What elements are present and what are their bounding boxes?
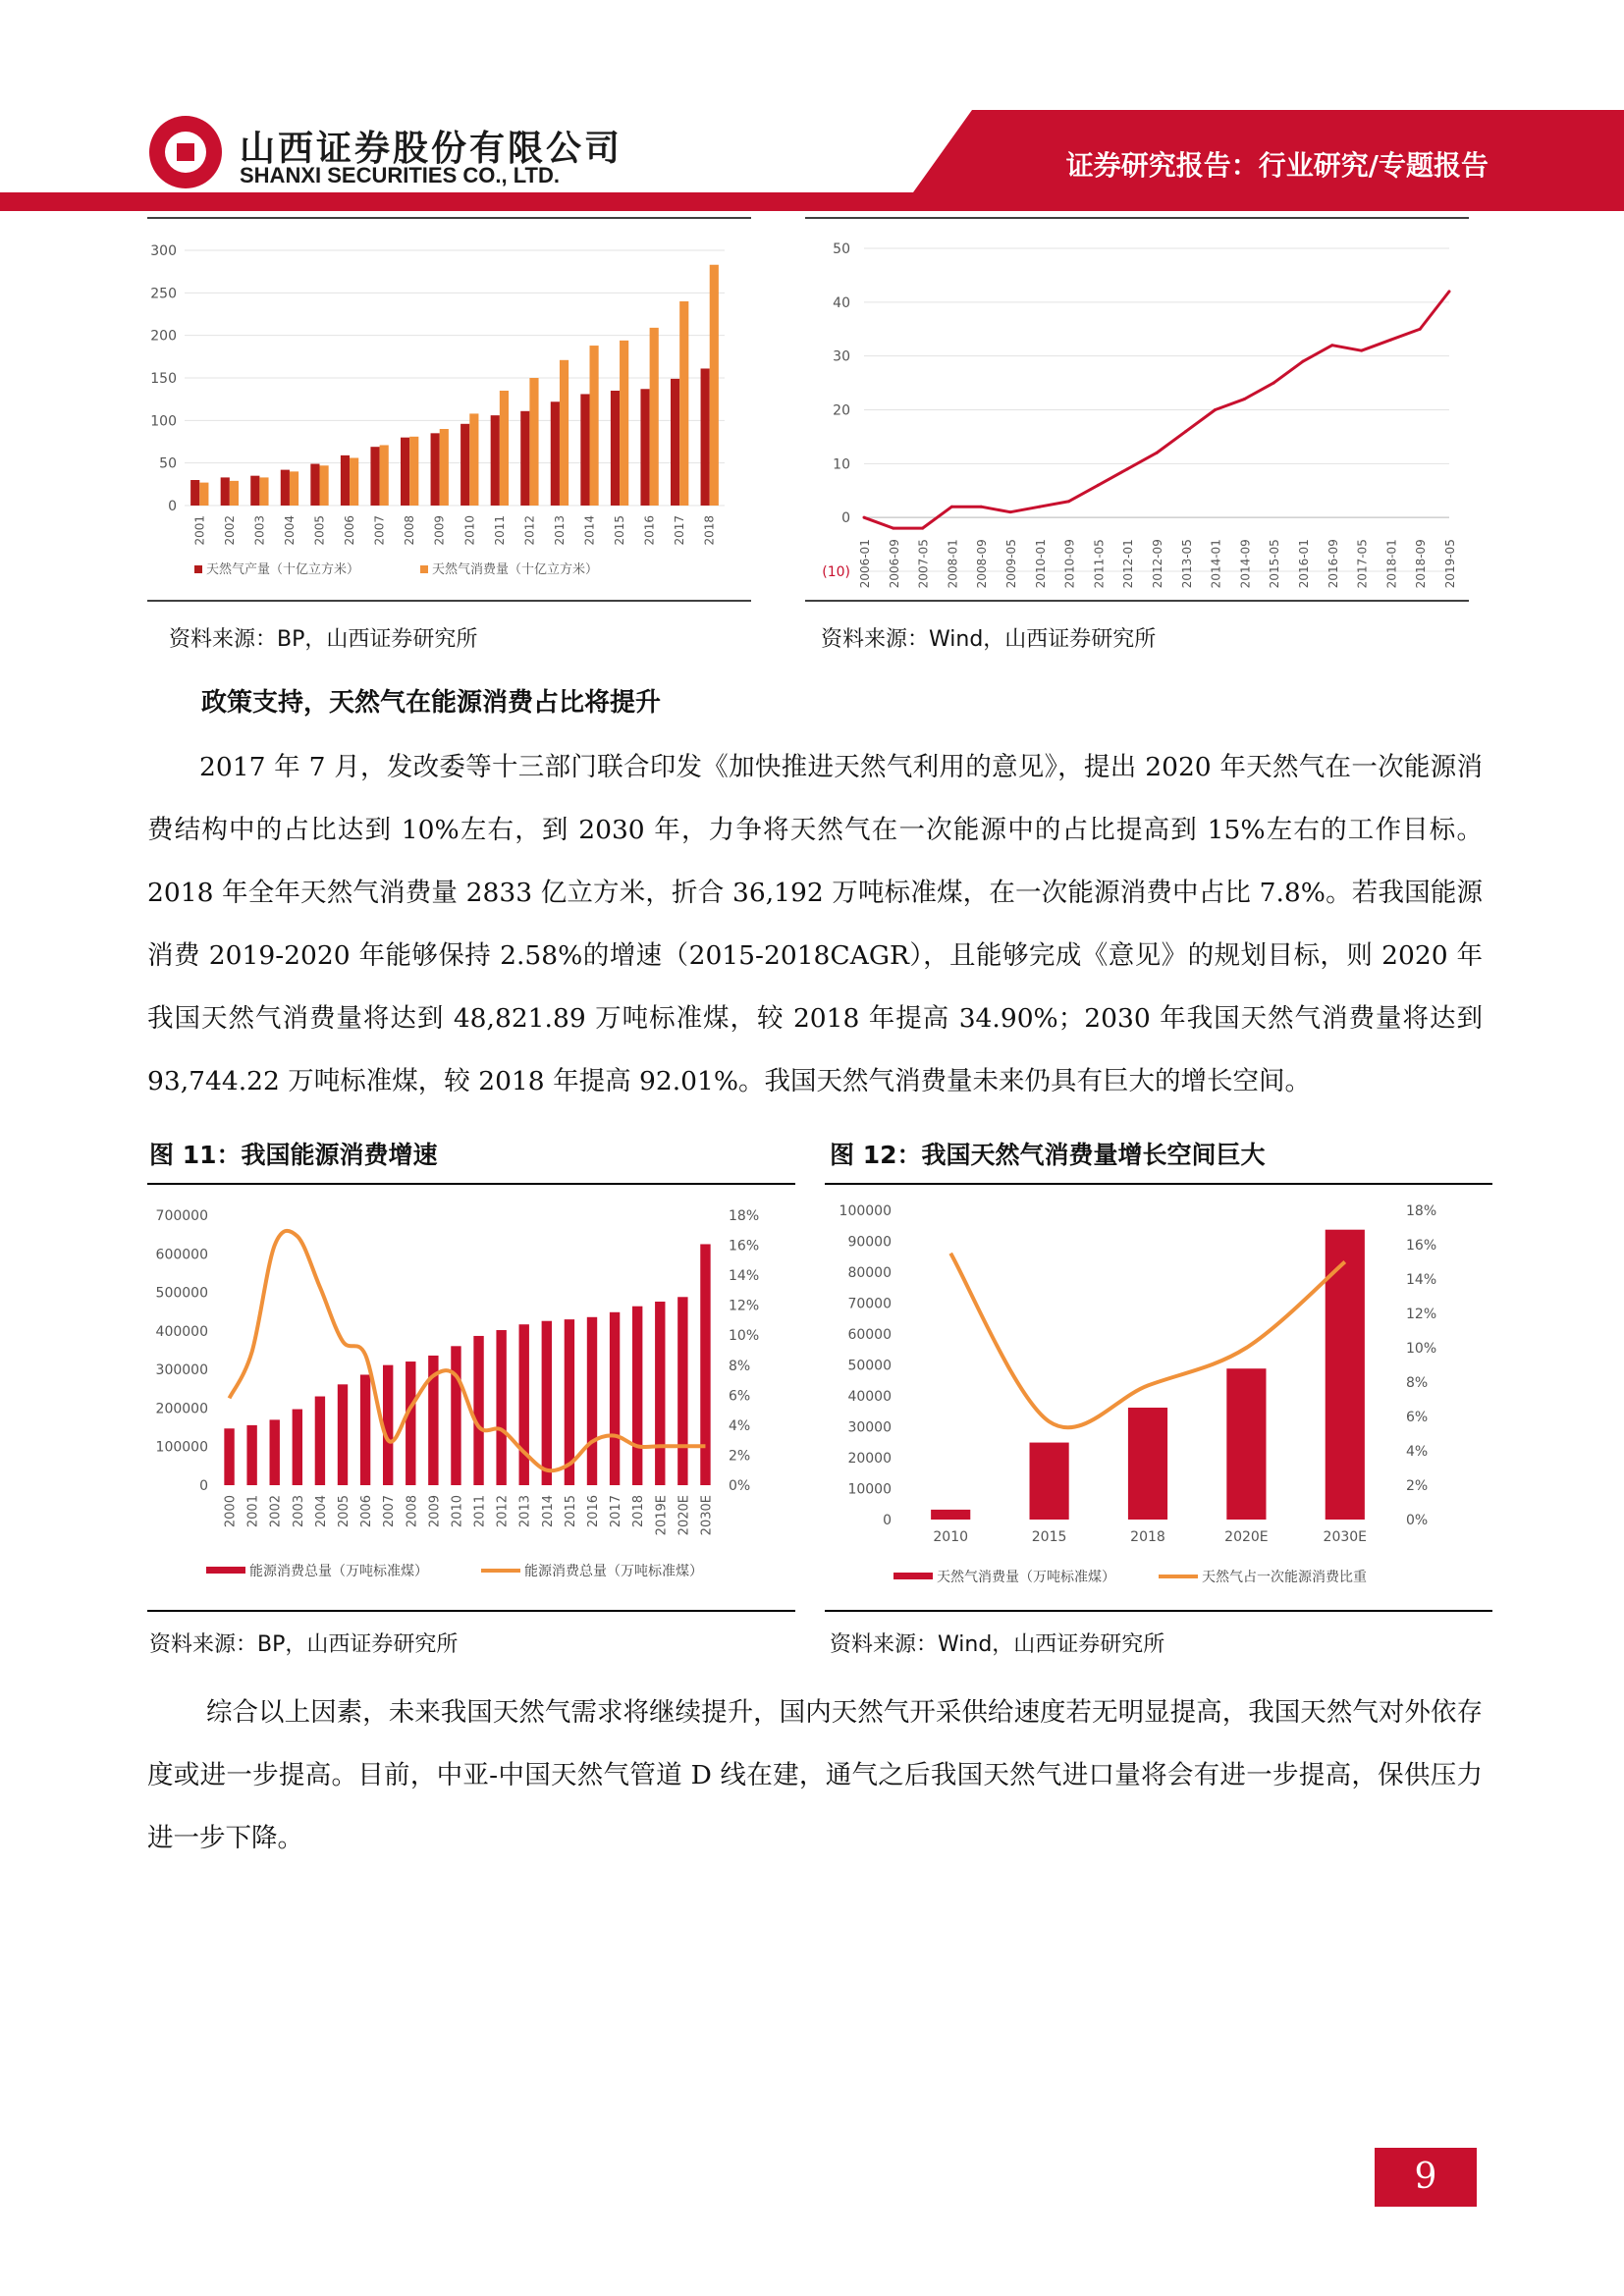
line-point xyxy=(1038,506,1041,508)
line-point xyxy=(1214,408,1217,411)
bar xyxy=(677,1297,687,1485)
y-right-tick-label: 4% xyxy=(1406,1444,1429,1460)
x-tick-label: 2000 xyxy=(223,1495,239,1528)
x-tick-label: 2002 xyxy=(222,515,237,546)
y-right-tick-label: 0% xyxy=(729,1478,751,1494)
x-tick-label: 2005 xyxy=(337,1495,352,1528)
x-tick-label: 2008 xyxy=(403,515,417,546)
line-point xyxy=(1067,500,1070,503)
bar xyxy=(931,1510,970,1520)
y-left-tick-label: 70000 xyxy=(847,1296,892,1312)
x-tick-label: 2009-05 xyxy=(1004,539,1018,589)
y-left-tick-label: 0 xyxy=(199,1478,208,1494)
x-tick-label: 2017 xyxy=(673,515,687,546)
y-left-tick-label: 100000 xyxy=(839,1203,892,1219)
bar-consumption xyxy=(199,483,208,506)
x-tick-label: 2019E xyxy=(654,1495,670,1536)
x-tick-label: 2006 xyxy=(359,1495,375,1528)
y-tick-label: 150 xyxy=(150,371,177,387)
bar-production xyxy=(491,415,500,506)
x-tick-label: 2011 xyxy=(472,1495,488,1528)
paragraph-1: 2017 年 7 月，发改委等十三部门联合印发《加快推进天然气利用的意见》，提出 2020 年天然气在一次能源消费结构中的占比达到 10%左右，到 2030 年，力争将天然气在一次能源中的占比提高到 15%左右的工作目标。2018 年全年天然气消费量 2833 亿立方米，折合 36,192 万吨标准煤，在一次能源消费中占比 7.8%。若我国能源消费 2019-2020 年能够保持 2.58%的增速（2015-2018CAGR），且能够完成《意见》的规划目标，则 2020 年我国天然气消费量将达到 48,821.89 万吨标准煤，较 2018 年提高 34.90%；2030 年我国天然气消费量将达到 93,744.22 万吨标准煤，较 2018 年提高 92.01%。我国天然气消费量未来仍具有巨大的增长空间。 xyxy=(147,752,1483,1096)
line-point xyxy=(1126,467,1129,470)
x-tick-label: 2010 xyxy=(450,1495,465,1528)
line-point xyxy=(1419,328,1422,331)
x-tick-label: 2011-05 xyxy=(1092,539,1107,589)
y-right-tick-label: 2% xyxy=(729,1448,751,1465)
bar xyxy=(519,1324,529,1485)
bar xyxy=(270,1419,280,1485)
y-left-tick-label: 400000 xyxy=(155,1323,208,1340)
y-tick-label: 100 xyxy=(150,413,177,430)
y-right-tick-label: 18% xyxy=(1406,1203,1437,1219)
x-tick-label: 2010-09 xyxy=(1062,539,1077,589)
chart-gas-production-consumption xyxy=(147,221,751,599)
line-point xyxy=(1184,430,1187,433)
bar-consumption xyxy=(500,391,509,506)
figure-11-chart xyxy=(147,1186,795,1608)
bar-production xyxy=(221,477,230,506)
paragraph-2: 综合以上因素，未来我国天然气需求将继续提升，国内天然气开采供给速度若无明显提高，我国天然气对外依存度或进一步提高。目前，中亚-中国天然气管道 D 线在建，通气之后我国天然气进口量将会有进一步提高，保供压力进一步下降。 xyxy=(147,1697,1483,1853)
x-tick-label: 2015 xyxy=(563,1495,578,1528)
bar-consumption xyxy=(290,471,298,506)
bar-consumption xyxy=(350,457,358,506)
y-right-tick-label: 8% xyxy=(729,1358,751,1374)
company-name-cn: 山西证券股份有限公司 xyxy=(240,129,623,169)
x-tick-label: 2017-05 xyxy=(1355,539,1370,589)
x-tick-label: 2008 xyxy=(405,1495,420,1528)
y-right-tick-label: 10% xyxy=(729,1328,760,1345)
y-left-tick-label: 600000 xyxy=(155,1247,208,1263)
legend-swatch-bar xyxy=(893,1573,933,1579)
bar-consumption xyxy=(590,346,599,506)
bar-consumption xyxy=(620,341,628,506)
bar-production xyxy=(310,464,319,506)
chart-gas-dependency-line xyxy=(805,221,1469,599)
line-point xyxy=(1389,339,1392,342)
source-top-right: 资料来源：Wind，山西证券研究所 xyxy=(821,627,1157,652)
y-right-tick-label: 0% xyxy=(1406,1513,1429,1528)
bar-consumption xyxy=(409,437,418,506)
x-tick-label: 2014-01 xyxy=(1209,539,1223,589)
page-number: 9 xyxy=(1375,2148,1477,2207)
bar-consumption xyxy=(650,328,659,506)
x-tick-label: 2012-01 xyxy=(1121,539,1136,589)
bar-production xyxy=(701,368,710,506)
x-tick-label: 2015 xyxy=(1031,1529,1067,1545)
x-tick-label: 2013 xyxy=(552,515,567,546)
x-tick-label: 2019-05 xyxy=(1443,539,1457,589)
x-tick-label: 2008-01 xyxy=(946,539,960,589)
x-tick-label: 2008-09 xyxy=(975,539,990,589)
y-tick-label: 10 xyxy=(833,456,850,473)
bar xyxy=(224,1428,234,1485)
x-tick-label: 2020E xyxy=(677,1495,692,1536)
y-right-tick-label: 14% xyxy=(1406,1272,1437,1288)
x-tick-label: 2001 xyxy=(192,515,207,546)
y-left-tick-label: 60000 xyxy=(847,1327,892,1343)
y-left-tick-label: 700000 xyxy=(155,1208,208,1224)
y-left-tick-label: 20000 xyxy=(847,1451,892,1467)
line-point xyxy=(950,506,953,508)
y-left-tick-label: 0 xyxy=(883,1513,892,1528)
y-right-tick-label: 14% xyxy=(729,1268,760,1285)
line-point xyxy=(980,506,983,508)
x-tick-label: 2018 xyxy=(1130,1529,1165,1545)
x-tick-label: 2013-05 xyxy=(1179,539,1194,589)
bar xyxy=(496,1330,506,1485)
y-tick-label: 50 xyxy=(833,241,850,257)
bar-consumption xyxy=(529,378,538,506)
x-tick-label: 2012-09 xyxy=(1151,539,1164,589)
x-tick-label: 2007 xyxy=(382,1495,398,1528)
x-tick-label: 2017 xyxy=(609,1495,624,1528)
bar-production xyxy=(401,438,409,506)
bar-consumption xyxy=(469,413,478,506)
y-left-tick-label: 90000 xyxy=(847,1234,892,1251)
x-tick-label: 2009 xyxy=(432,515,447,546)
line-point xyxy=(1243,398,1246,400)
y-tick-label: 200 xyxy=(150,328,177,345)
x-tick-label: 2012 xyxy=(522,515,537,546)
growth-line xyxy=(950,1254,1345,1428)
x-tick-label: 2006-01 xyxy=(858,539,872,589)
x-tick-label: 2020E xyxy=(1224,1529,1269,1545)
legend-swatch-bar xyxy=(206,1567,245,1574)
y-tick-label: 40 xyxy=(833,294,850,311)
bar-production xyxy=(640,389,649,506)
source-figure-12: 资料来源：Wind，山西证券研究所 xyxy=(830,1632,1165,1657)
x-tick-label: 2016-09 xyxy=(1326,539,1340,589)
bar-consumption xyxy=(380,445,389,506)
y-left-tick-label: 50000 xyxy=(847,1358,892,1374)
bar xyxy=(1226,1368,1266,1520)
line-point xyxy=(892,527,894,530)
y-left-tick-label: 10000 xyxy=(847,1481,892,1498)
x-tick-label: 2006 xyxy=(343,515,357,546)
bar-consumption xyxy=(259,477,268,506)
y-left-tick-label: 500000 xyxy=(155,1285,208,1302)
x-tick-label: 2014 xyxy=(540,1495,556,1528)
y-left-tick-label: 300000 xyxy=(155,1362,208,1379)
legend-label-line: 能源消费总量（万吨标准煤） xyxy=(524,1564,703,1579)
bar-production xyxy=(281,470,290,506)
bar xyxy=(451,1346,460,1485)
bar xyxy=(700,1244,710,1485)
y-right-tick-label: 16% xyxy=(729,1238,760,1255)
line-point xyxy=(1272,382,1275,385)
bar xyxy=(587,1317,597,1485)
x-tick-label: 2003 xyxy=(291,1495,306,1528)
bar xyxy=(632,1307,642,1485)
y-tick-label: 30 xyxy=(833,348,850,365)
y-left-tick-label: 200000 xyxy=(155,1401,208,1417)
line-point xyxy=(1330,344,1333,347)
legend-label-bar: 能源消费总量（万吨标准煤） xyxy=(249,1564,428,1579)
bar-consumption xyxy=(320,465,329,506)
x-tick-label: 2010-01 xyxy=(1033,539,1048,589)
company-name-en: SHANXI SECURITIES CO., LTD. xyxy=(240,163,560,187)
x-tick-label: 2015-05 xyxy=(1268,539,1282,589)
bar-production xyxy=(671,379,679,506)
y-left-tick-label: 100000 xyxy=(155,1439,208,1456)
x-tick-label: 2009 xyxy=(427,1495,443,1528)
y-right-tick-label: 12% xyxy=(729,1298,760,1314)
y-right-tick-label: 18% xyxy=(729,1208,760,1224)
x-tick-label: 2014-09 xyxy=(1238,539,1253,589)
figure-11-caption: 图 11：我国能源消费增速 xyxy=(149,1141,438,1169)
x-tick-label: 2002 xyxy=(268,1495,284,1528)
source-figure-11: 资料来源：BP，山西证券研究所 xyxy=(149,1632,459,1657)
y-right-tick-label: 8% xyxy=(1406,1375,1429,1391)
report-type-title: 证券研究报告：行业研究/专题报告 xyxy=(1065,149,1489,182)
bar xyxy=(1030,1443,1069,1520)
bar-production xyxy=(250,476,259,506)
x-tick-label: 2016 xyxy=(642,515,657,546)
bar-production xyxy=(190,480,199,506)
y-tick-label: 250 xyxy=(150,286,177,302)
bar-production xyxy=(431,433,440,506)
y-right-tick-label: 6% xyxy=(1406,1410,1429,1425)
legend-label: 天然气产量（十亿立方米） xyxy=(206,562,360,577)
bar-production xyxy=(341,455,350,506)
legend-swatch-line xyxy=(1159,1575,1198,1578)
bar xyxy=(406,1362,415,1485)
line-point xyxy=(921,527,924,530)
source-top-left: 资料来源：BP，山西证券研究所 xyxy=(169,627,478,652)
line-point xyxy=(863,516,866,519)
x-tick-label: 2006-09 xyxy=(887,539,901,589)
line-point xyxy=(1302,360,1305,363)
x-tick-label: 2016-01 xyxy=(1297,539,1311,589)
bar-production xyxy=(580,394,589,506)
x-tick-label: 2018 xyxy=(631,1495,647,1528)
figure-12-chart xyxy=(825,1186,1492,1608)
y-tick-label: (10) xyxy=(822,564,850,580)
bar xyxy=(315,1397,325,1485)
legend-label: 天然气消费量（十亿立方米） xyxy=(432,562,599,577)
bar-production xyxy=(611,391,620,506)
y-right-tick-label: 12% xyxy=(1406,1307,1437,1322)
bar xyxy=(610,1312,620,1485)
legend-label-line: 天然气占一次能源消费比重 xyxy=(1202,1570,1367,1585)
x-tick-label: 2007-05 xyxy=(916,539,931,589)
y-left-tick-label: 40000 xyxy=(847,1389,892,1405)
line-point xyxy=(1009,510,1012,513)
bar xyxy=(1128,1408,1167,1520)
bar xyxy=(338,1384,348,1485)
line-point xyxy=(1097,484,1100,487)
line-point xyxy=(1360,349,1363,352)
bar xyxy=(360,1374,370,1485)
line-point xyxy=(1448,290,1451,293)
legend-swatch xyxy=(194,565,202,573)
section-heading: 政策支持，天然气在能源消费占比将提升 xyxy=(201,688,662,718)
y-left-tick-label: 80000 xyxy=(847,1265,892,1281)
x-tick-label: 2016 xyxy=(586,1495,601,1528)
bar-consumption xyxy=(440,429,449,506)
x-tick-label: 2014 xyxy=(582,515,597,546)
line-point xyxy=(1156,452,1159,454)
y-tick-label: 0 xyxy=(168,499,177,514)
y-left-tick-label: 30000 xyxy=(847,1419,892,1436)
x-tick-label: 2015 xyxy=(613,515,627,546)
x-tick-label: 2004 xyxy=(313,1495,329,1528)
x-tick-label: 2003 xyxy=(252,515,267,546)
bar-production xyxy=(370,447,379,506)
y-right-tick-label: 16% xyxy=(1406,1238,1437,1254)
x-tick-label: 2030E xyxy=(1323,1529,1368,1545)
bar-consumption xyxy=(230,481,239,506)
bar xyxy=(655,1302,665,1485)
legend-swatch xyxy=(420,565,428,573)
bar-production xyxy=(520,411,529,506)
x-tick-label: 2012 xyxy=(495,1495,511,1528)
y-tick-label: 300 xyxy=(150,243,177,259)
x-tick-label: 2010 xyxy=(462,515,477,546)
y-tick-label: 50 xyxy=(159,455,177,472)
bar xyxy=(473,1336,483,1485)
x-tick-label: 2018-01 xyxy=(1384,539,1399,589)
bar xyxy=(542,1321,552,1485)
bar xyxy=(246,1425,256,1485)
x-tick-label: 2004 xyxy=(282,515,297,546)
bar-production xyxy=(551,401,560,506)
x-tick-label: 2007 xyxy=(372,515,387,546)
figure-12-caption: 图 12：我国天然气消费量增长空间巨大 xyxy=(830,1141,1266,1169)
bar xyxy=(293,1410,302,1485)
bar-consumption xyxy=(560,360,568,506)
y-tick-label: 20 xyxy=(833,402,850,419)
legend-swatch-line xyxy=(481,1569,520,1573)
bar-consumption xyxy=(710,265,719,506)
x-tick-label: 2030E xyxy=(699,1495,715,1536)
y-right-tick-label: 4% xyxy=(729,1417,751,1434)
y-right-tick-label: 10% xyxy=(1406,1341,1437,1357)
legend-label-bar: 天然气消费量（万吨标准煤） xyxy=(937,1570,1115,1585)
y-right-tick-label: 6% xyxy=(729,1388,751,1405)
x-tick-label: 2005 xyxy=(312,515,327,546)
x-tick-label: 2013 xyxy=(517,1495,533,1528)
x-tick-label: 2018 xyxy=(702,515,717,546)
x-tick-label: 2001 xyxy=(245,1495,261,1528)
x-tick-label: 2011 xyxy=(492,515,507,546)
y-tick-label: 0 xyxy=(841,510,850,527)
x-tick-label: 2018-09 xyxy=(1414,539,1429,589)
bar-production xyxy=(460,424,469,506)
y-right-tick-label: 2% xyxy=(1406,1478,1429,1494)
bar-consumption xyxy=(679,301,688,506)
x-tick-label: 2010 xyxy=(933,1529,969,1545)
